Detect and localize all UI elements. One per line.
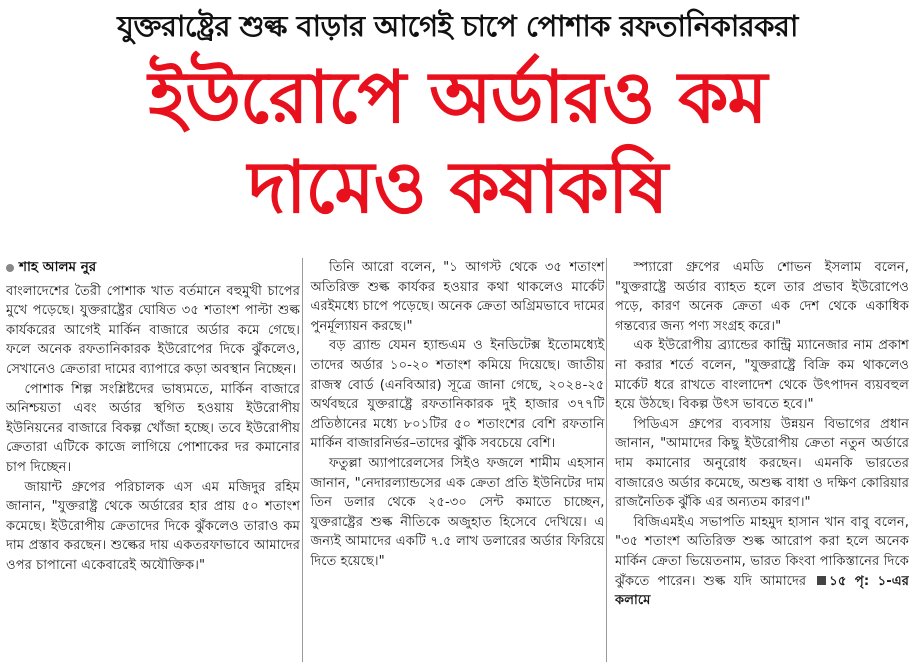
paragraph: স্প্যারো গ্রুপের এমডি শোভন ইসলাম বলেন, "যুক্তরাষ্ট্রে অর্ডার ব্যাহত হলে তার প্রভাব ইউরোপেও পড়ে, কারণ অনেক ক্রেতা এক দেশ থেকে একাধিক গন্তব্যের জন্য পণ্য সংগ্রহ করে।": [615, 260, 909, 334]
article-column-1: [6, 258, 300, 662]
paragraph: বাংলাদেশের তৈরী পোশাক খাত বর্তমানে বহুমুখী চাপের মুখে পড়েছে। যুক্তরাষ্ট্রের ঘোষিত ৩৫ শতাংশ পাল্টা শুল্ক কার্যকরের আগেই মার্কিন বাজারে অর্ডার কমে গেছে। ফলে অনেক রফতানিকারক ইউরোপের দিকে ঝুঁকলেও, সেখানেও ক্রেতারা দামের ব্যাপারে কড়া অবস্থান নিচ্ছেন।: [6, 283, 300, 377]
paragraph: পোশাক শিল্প সংশ্লিষ্টদের ভাষ্যমতে, মার্কিন বাজারে অনিশ্চয়তা এবং অর্ডার স্থগিত হওয়ায় ইউরোপীয় ইউনিয়নের বাজারে বিকল্প খোঁজা হচ্ছে। তবে ইউরোপীয় ক্রেতারা এটিকে কাজে লাগিয়ে পোশাকের দর কমানোর চাপ দিচ্ছেন।: [6, 381, 300, 475]
byline-author: শাহ আলম নুর: [19, 259, 97, 275]
headline-line-1: ইউরোপে অর্ডারও কম: [148, 55, 767, 139]
main-headline: [0, 52, 915, 232]
paragraph-with-continuation: [615, 513, 909, 611]
bullet-icon: [6, 264, 14, 272]
paragraph: তিনি আরো বলেন, "১ আগস্ট থেকে ৩৫ শতাংশ অতিরিক্ত শুল্ক কার্যকর হওয়ার কথা থাকলেও মার্কেট এরইমধ্যে চাপে পড়েছে। অনেক ক্রেতা অগ্রিমভাবে দামের পুনর্মূল্যায়ন করছে।": [310, 260, 605, 334]
continuation-link[interactable]: ১৫ পৃ: ১-এর কলামে: [615, 573, 909, 609]
paragraph: বড় ব্র্যান্ড যেমন হ্যান্ডএম ও ইনডিটেক্স ইতোমধ্যেই তাদের অর্ডার ১০-২০ শতাংশ কমিয়ে দিয়েছে। জাতীয় রাজস্ব বোর্ড (এনবিআর) সূত্রে জানা গেছে, ২০২৪-২৫ অর্থবছরে যুক্তরাষ্ট্রে রফতানিকারক দুই হাজার ৩৭৭টি প্রতিষ্ঠানের মধ্যে ৮০১টির ৫০ শতাংশের বেশি রফতানি মার্কিন বাজারনির্ভর–তাদের ঝুঁকি সবচেয়ে বেশি।: [310, 338, 605, 452]
paragraph-text: বিজিএমইএ সভাপতি মাহমুদ হাসান খান বাবু বলেন, "৩৫ শতাংশ অতিরিক্ত শুল্ক আরোপ করা হলে অনেক মার্কিন ক্রেতা ভিয়েতনাম, ভারত কিংবা পাকিস্তানের দিকে ঝুঁকতে পারেন। শুল্ক যদি আমাদের: [615, 514, 909, 589]
paragraph: ফতুল্লা অ্যাপারেলসের সিইও ফজলে শামীম এহসান জানান, "নেদারল্যান্ডসের এক ক্রেতা প্রতি ইউনিটের দাম তিন ডলার থেকে ২৫-৩০ সেন্ট কমাতে চাচ্ছেন, যুক্তরাষ্ট্রের শুল্ক নীতিকে অজুহাত হিসেবে দেখিয়ে। এ জন্যই আমাদের একটি ৭.৫ লাখ ডলারের অর্ডার ফিরিয়ে দিতে হয়েছে।": [310, 455, 605, 569]
article-column-2: [302, 258, 605, 662]
paragraph: পিডিএস গ্রুপের ব্যবসায় উন্নয়ন বিভাগের প্রধান জানান, "আমাদের কিছু ইউরোপীয় ক্রেতা নতুন অর্ডারে দাম কমানোর অনুরোধ করছেন। এমনকি ভারতের বাজারেও অর্ডার কমেছে, অশুল্ক বাধা ও দক্ষিণ কোরিয়ার রাজনৈতিক ঝুঁকি এর অন্যতম কারণ।": [615, 416, 909, 511]
byline: [6, 258, 300, 278]
paragraph: এক ইউরোপীয় ব্র্যান্ডের কান্ট্রি ম্যানেজার নাম প্রকাশ না করার শর্তে বলেন, "যুক্তরাষ্ট্রে বিক্রি কম থাকলেও মার্কেট ধরে রাখতে বাংলাদেশ থেকে উৎপাদন ব্যয়বহুল হয়ে উঠছে। বিকল্প উৎস ভাবতে হবে।": [615, 338, 909, 413]
paragraph: জায়ান্ট গ্রুপের পরিচালক এস এম মজিদুর রহিম জানান, "যুক্তরাষ্ট্র থেকে অর্ডারের হার প্রায় ৫০ শতাংশ কমেছে। ইউরোপীয় ক্রেতাদের দিকে ঝুঁকলেও তারাও কম দাম প্রস্তাব করছেন। শুল্কের দায় একতরফাভাবে আমাদের ওপর চাপানো একেবারেই অযৌক্তিক।": [6, 479, 300, 573]
kicker-headline: যুক্তরাষ্ট্রের শুল্ক বাড়ার আগেই চাপে পোশাক রফতানিকারকরা: [117, 9, 798, 43]
article-columns: [6, 258, 909, 662]
article-column-3: [606, 258, 909, 662]
continuation-square-icon: [817, 576, 826, 585]
headline-line-2: দামেও কষাকষি: [247, 145, 668, 229]
